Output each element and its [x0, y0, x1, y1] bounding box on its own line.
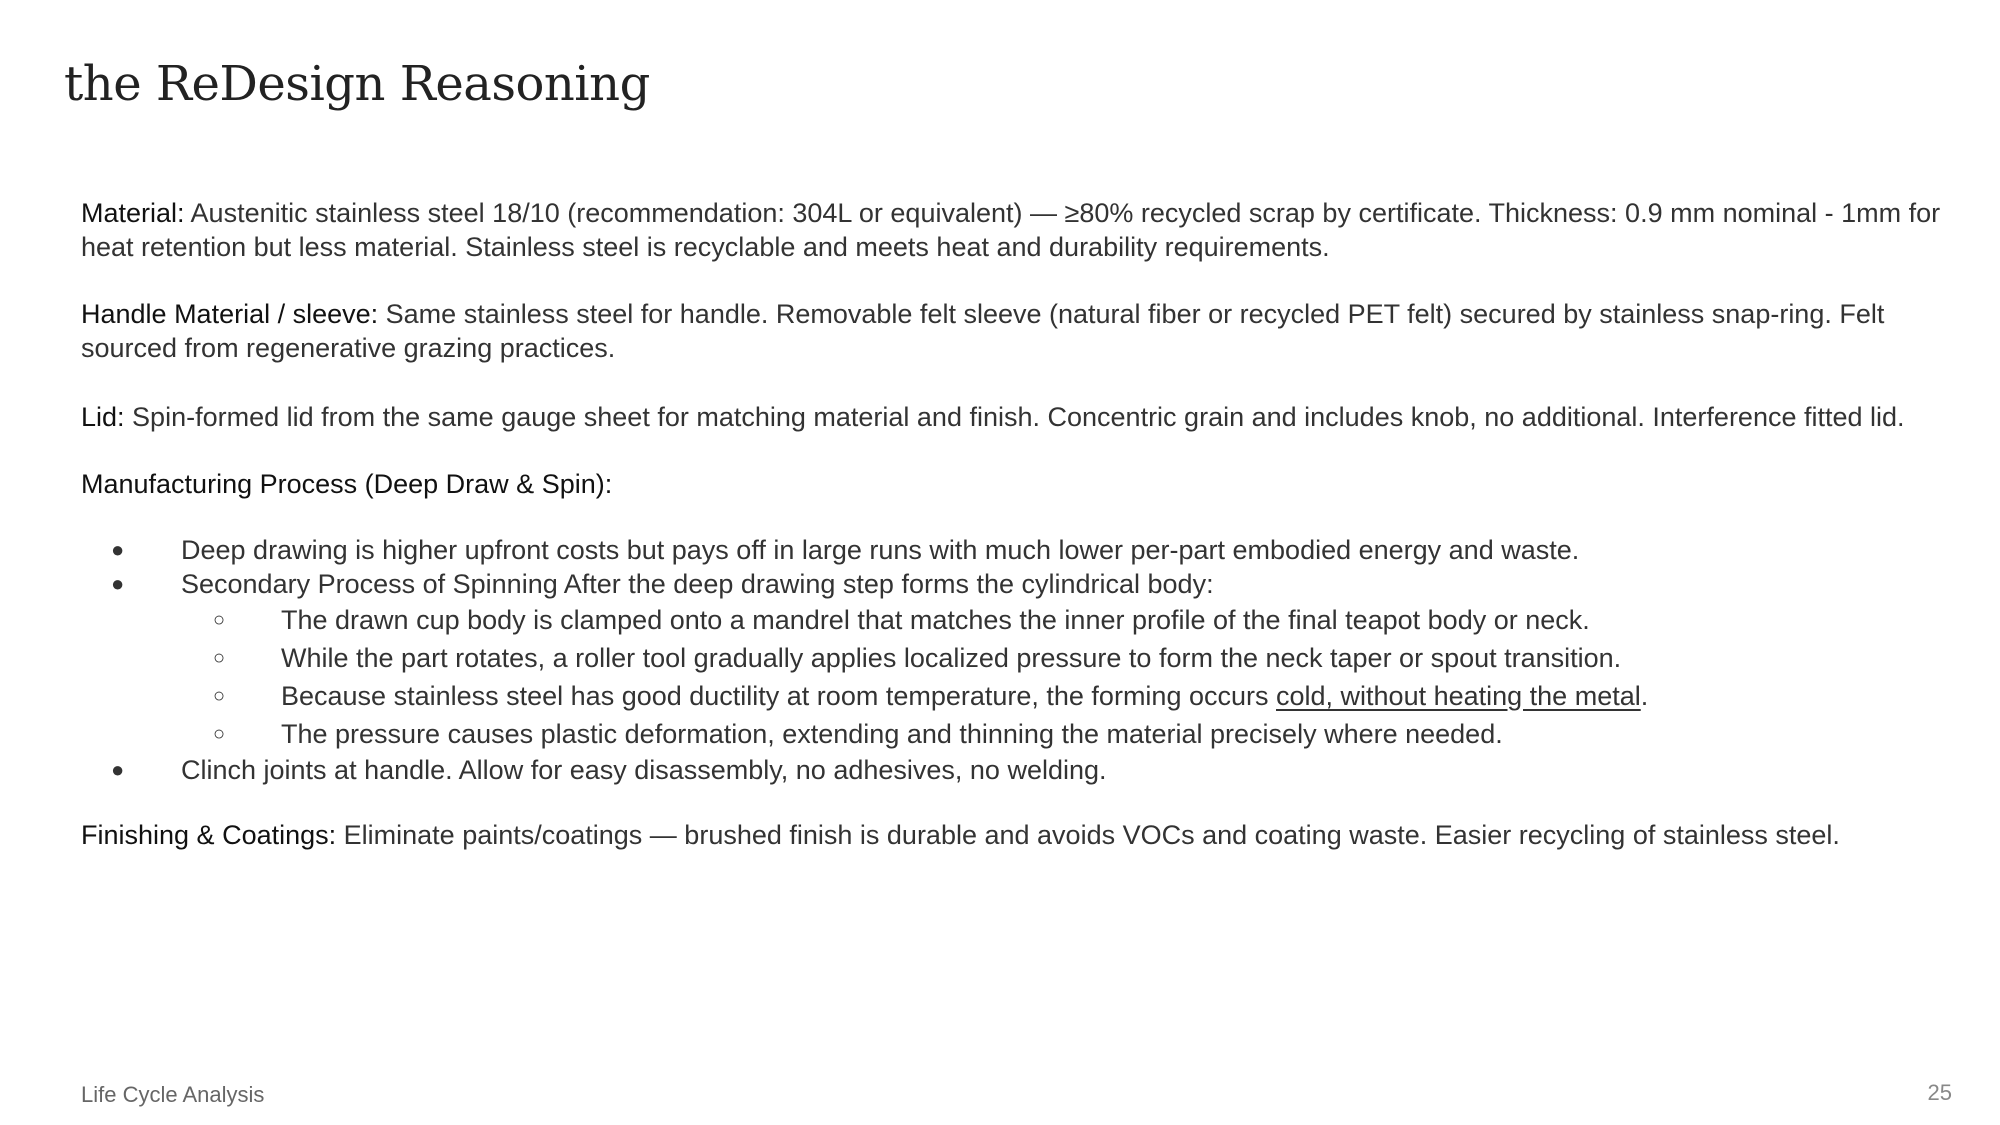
sub-bullet-text: While the part rotates, a roller tool gradually applies localized pressure to form the neck taper or spout transition.	[281, 643, 1622, 673]
material-label: Material:	[81, 198, 185, 228]
handle-paragraph	[81, 297, 1961, 365]
bullet-icon: ●	[111, 757, 125, 782]
slide-title: the ReDesign Reasoning	[64, 56, 650, 112]
list-item	[81, 567, 1961, 753]
sub-list-item	[81, 715, 1961, 753]
sub-list-item	[81, 601, 1961, 639]
spinning-sub-list	[181, 601, 1961, 753]
sub-bullet-text: The pressure causes plastic deformation, extending and thinning the material precisely where needed.	[281, 719, 1503, 749]
list-item	[81, 753, 1961, 787]
footer-label: Life Cycle Analysis	[81, 1082, 265, 1107]
lid-text: Spin-formed lid from the same gauge sheet for matching material and finish. Concentric grain and includes knob, no additional. Interference fitted lid.	[124, 402, 1905, 432]
list-item	[81, 533, 1961, 567]
lid-paragraph	[81, 398, 1961, 437]
finishing-paragraph	[81, 818, 1961, 852]
handle-label: Handle Material / sleeve:	[81, 299, 379, 329]
lid-label: Lid:	[81, 402, 125, 432]
bullet-icon: ●	[111, 571, 125, 596]
handle-text: Same stainless steel for handle. Removable felt sleeve (natural fiber or recycled PET felt) secured by stainless snap-ring. Felt sourced from regenerative grazing practices.	[81, 299, 1885, 363]
sub-bullet-icon: ○	[213, 609, 226, 631]
sub-bullet-text: Because stainless steel has good ductility at room temperature, the forming occurs cold, without heating the metal.	[281, 681, 1649, 711]
sub-bullet-icon: ○	[213, 723, 226, 745]
sub-list-item	[81, 677, 1961, 715]
page-number: 25	[1927, 1080, 1952, 1105]
bullet-text: Secondary Process of Spinning After the deep drawing step forms the cylindrical body:	[181, 569, 1214, 599]
bullet-icon: ●	[111, 537, 125, 562]
bullet-text: Deep drawing is higher upfront costs but pays off in large runs with much lower per-part embodied energy and waste.	[181, 535, 1580, 565]
finishing-label: Finishing & Coatings:	[81, 820, 337, 850]
material-paragraph	[81, 196, 1961, 264]
material-text: Austenitic stainless steel 18/10 (recommendation: 304L or equivalent) — ≥80% recycled scrap by certificate. Thickness: 0.9 mm nominal - 1mm for heat retention but less material. Stainless steel is recyclable and meets heat and durability requirements.	[81, 198, 1941, 262]
sub-list-item	[81, 639, 1961, 677]
process-bullet-list	[81, 533, 1961, 787]
finishing-text: Eliminate paints/coatings — brushed finish is durable and avoids VOCs and coating waste. Easier recycling of stainless steel.	[336, 820, 1840, 850]
slide-body	[81, 196, 1961, 885]
sub-bullet-icon: ○	[213, 647, 226, 669]
process-heading: Manufacturing Process (Deep Draw & Spin):	[81, 469, 613, 499]
sub-bullet-text: The drawn cup body is clamped onto a mandrel that matches the inner profile of the final teapot body or neck.	[281, 605, 1590, 635]
sub-bullet-icon: ○	[213, 685, 226, 707]
bullet-text: Clinch joints at handle. Allow for easy disassembly, no adhesives, no welding.	[181, 755, 1107, 785]
underlined-phrase: cold, without heating the metal	[1276, 681, 1641, 711]
